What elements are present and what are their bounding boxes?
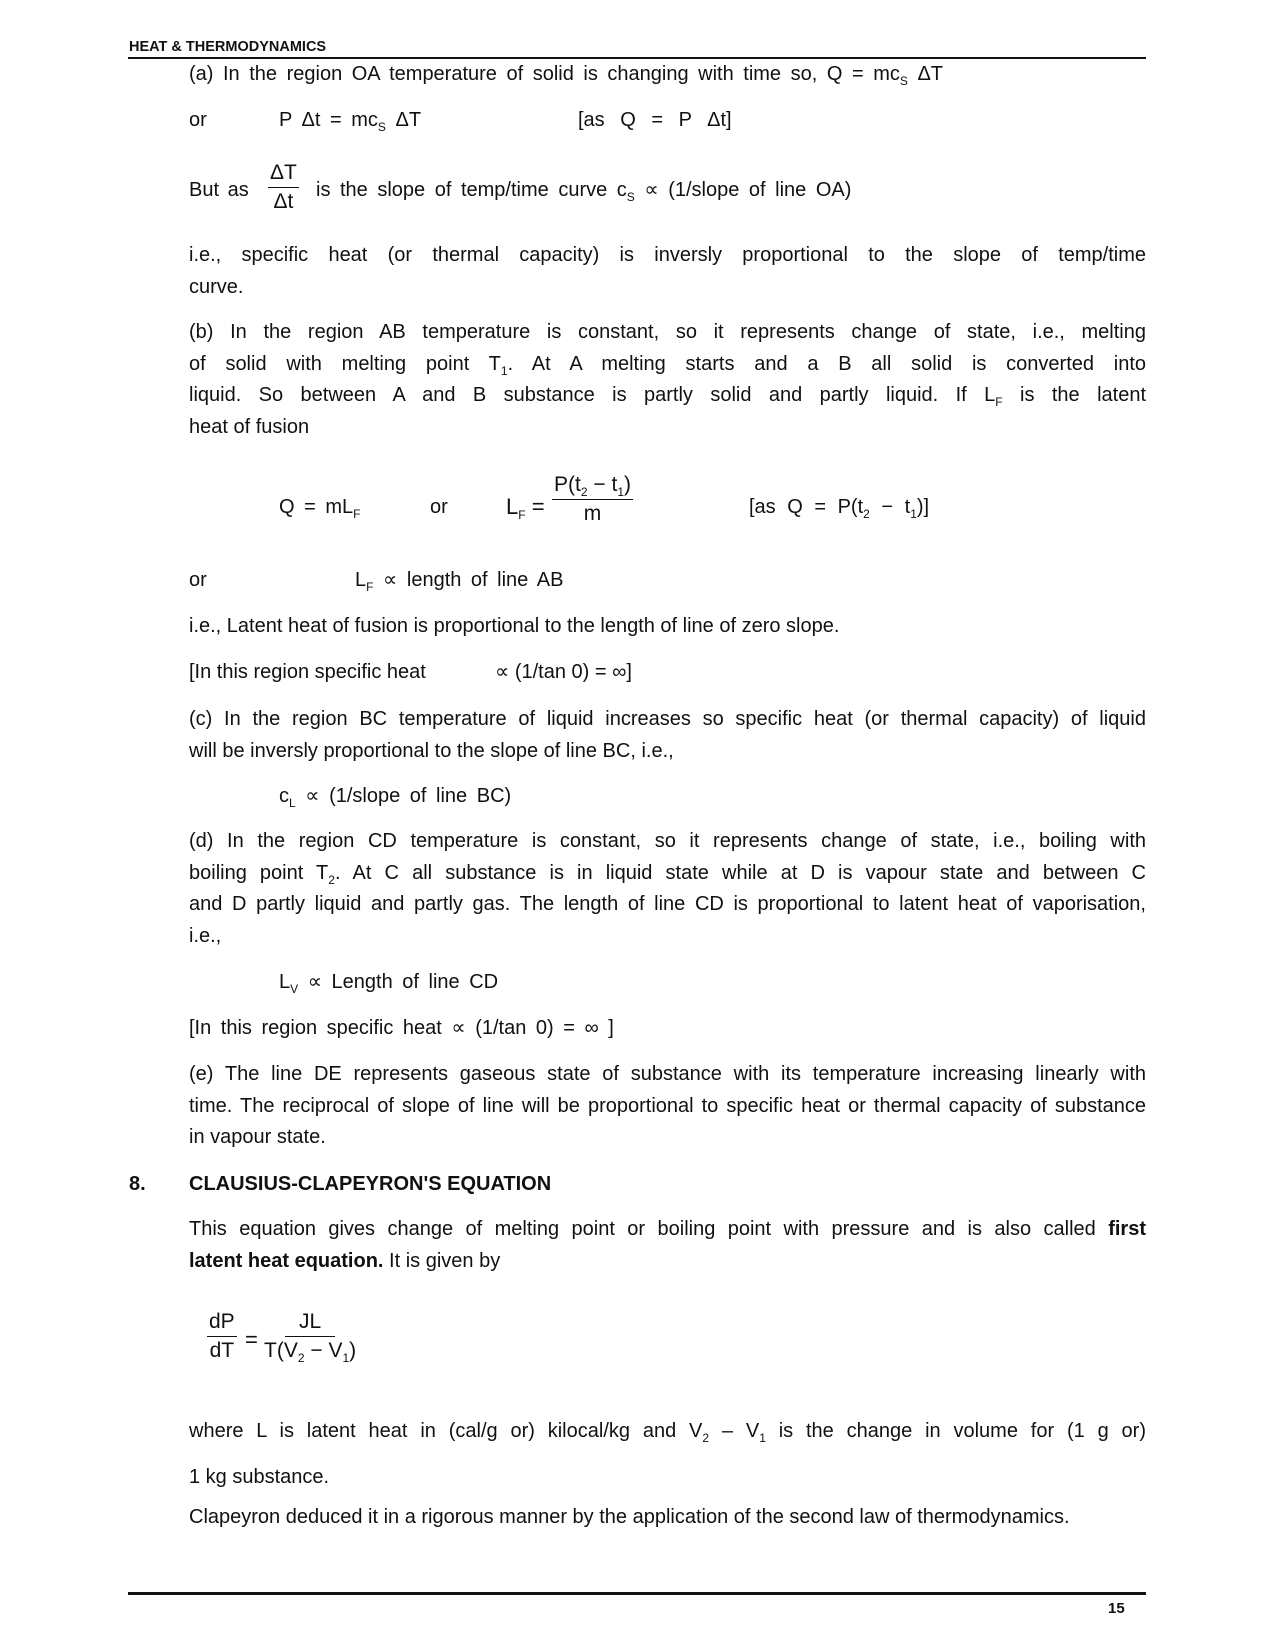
page-number: 15: [1108, 1600, 1125, 1617]
paragraph-line: curve.: [189, 275, 244, 298]
text: L: [279, 971, 291, 993]
paragraph-line: heat of fusion: [189, 415, 310, 438]
part-a-line1-end: ΔT: [917, 63, 944, 85]
lv-proportional: [279, 971, 499, 996]
part-e-paragraph: [189, 1059, 1146, 1154]
part-d-paragraph: [189, 826, 1146, 952]
paragraph-line: [189, 1246, 1146, 1278]
text: − t: [869, 496, 911, 518]
bracket-note-cd: [In this region specific heat ∝ (1/tan 0) = ∞ ]: [189, 1017, 614, 1039]
paragraph-line: (c) In the region BC temperature of liquid increases so specific heat (or thermal capacity) of liquid: [189, 708, 1146, 730]
text: c: [279, 785, 289, 807]
bold-term: first: [1108, 1218, 1146, 1240]
slope-text: is the slope of temp/time curve c: [316, 179, 627, 201]
bracket-note: [In this region specific heat: [189, 661, 426, 683]
text: where L is latent heat in (cal/g or) kilocal/kg and V: [189, 1420, 703, 1442]
eq-left: P Δt = mc: [279, 109, 378, 131]
slope-statement: [316, 179, 852, 204]
eq-text: L: [506, 494, 519, 519]
equation-note: [as Q = P Δt]: [578, 109, 732, 131]
text: boiling point T: [189, 861, 329, 884]
text: ): [349, 1339, 357, 1362]
subscript: 1: [910, 507, 917, 521]
part-a-line1: [189, 63, 944, 88]
text: ): [624, 473, 631, 496]
paragraph-line: and D partly liquid and partly gas. The length of line CD is proportional to latent heat of vaporisation,: [189, 893, 1146, 915]
clapeyron-statement: Clapeyron deduced it in a rigorous manner by the application of the second law of thermodynamics.: [189, 1506, 1070, 1528]
section8-intro: [189, 1214, 1146, 1277]
or-label: or: [430, 496, 448, 518]
paragraph-line: i.e., specific heat (or thermal capacity) is inversly proportional to the slope of temp/time: [189, 244, 1146, 266]
text: )]: [916, 496, 930, 518]
paragraph-line: (d) In the region CD temperature is constant, so it represents change of state, i.e., boiling with: [189, 830, 1146, 852]
subscript: F: [353, 507, 361, 521]
subscript: 1: [500, 363, 508, 378]
text: . At A melting starts and a B all solid is converted into: [507, 352, 1147, 375]
eq-right: ΔT: [395, 109, 422, 131]
text: . At C all substance is in liquid state while at D is vapour state and between C: [334, 861, 1146, 884]
equals-sign: =: [245, 1327, 258, 1352]
lf-label: $L_F$ =: [506, 494, 545, 522]
fraction-numerator: [552, 474, 633, 500]
paragraph-line: 1 kg substance.: [189, 1466, 330, 1488]
equation-q-mlf: [279, 496, 361, 521]
paragraph-line: [189, 380, 1146, 412]
or-label: or: [189, 569, 207, 591]
or-label: or: [189, 109, 207, 131]
text: is the change in volume for (1 g or): [765, 1420, 1146, 1442]
subscript: 2: [702, 1431, 710, 1445]
text: ∝ (1/slope of line BC): [305, 785, 512, 807]
paragraph-line: i.e.,: [189, 924, 222, 947]
fraction-denominator: Δt: [273, 190, 294, 213]
footer-rule: [128, 1592, 1146, 1595]
slope-end: ∝ (1/slope of line OA): [644, 179, 852, 201]
eq-text: Q = mL: [279, 496, 354, 518]
section-number: 8.: [129, 1173, 146, 1195]
running-header: HEAT & THERMODYNAMICS: [129, 39, 327, 55]
subscript: 2: [328, 872, 335, 887]
text: − t: [587, 473, 618, 496]
subscript: S: [626, 190, 635, 204]
text: – V: [709, 1420, 760, 1442]
fraction-numerator: ΔT: [268, 162, 299, 188]
subscript: 2: [863, 507, 870, 521]
subscript: S: [899, 74, 908, 88]
dp-dt-fraction: [207, 1311, 237, 1362]
subscript: F: [366, 580, 374, 594]
text: T(V: [264, 1339, 298, 1362]
subscript: 1: [759, 1431, 766, 1445]
paragraph-line: will be inversly proportional to the slope of line BC, i.e.,: [189, 739, 674, 762]
paragraph-line: [189, 349, 1146, 381]
subscript: L: [289, 796, 296, 810]
part-a-line1-text: (a) In the region OA temperature of solid is changing with time so, Q = mc: [189, 63, 900, 85]
equation-note: [749, 496, 930, 521]
text: [as Q = P(t: [749, 496, 864, 518]
subscript: 1: [342, 1351, 350, 1365]
header-rule: [128, 57, 1146, 59]
paragraph-line: (e) The line DE represents gaseous state of substance with its temperature increasing linearly with: [189, 1063, 1146, 1085]
but-as-label: But as: [189, 179, 249, 201]
section-title: CLAUSIUS-CLAPEYRON'S EQUATION: [189, 1173, 552, 1195]
fraction-denominator: m: [583, 502, 602, 525]
delta-fraction: [268, 162, 299, 213]
fraction-numerator: dP: [207, 1311, 237, 1337]
ie-zero-slope: i.e., Latent heat of fusion is proportional to the length of line of zero slope.: [189, 615, 840, 637]
text: liquid. So between A and B substance is partly solid and partly liquid. If L: [189, 384, 996, 406]
part-b-paragraph: [189, 317, 1146, 443]
subscript: S: [377, 120, 386, 134]
text: is the latent: [1020, 384, 1146, 406]
fraction-denominator: [264, 1337, 357, 1365]
paragraph-line: in vapour state.: [189, 1126, 326, 1148]
part-c-paragraph: [189, 704, 1146, 767]
text: L: [355, 569, 367, 591]
lf-proportional: [355, 569, 564, 594]
clapeyron-rhs-fraction: [264, 1310, 357, 1365]
text: of solid with melting point T: [189, 352, 501, 375]
subscript: 1: [617, 485, 624, 499]
part-a-conclusion: [189, 240, 1146, 303]
paragraph-line: [189, 858, 1146, 890]
paragraph-line: (b) In the region AB temperature is constant, so it represents change of state, i.e., melting: [189, 321, 1146, 343]
text: It is given by: [389, 1249, 501, 1272]
bold-term: latent heat equation.: [189, 1249, 384, 1272]
subscript: F: [518, 508, 526, 522]
paragraph-line: [189, 1408, 1146, 1454]
where-paragraph: [189, 1408, 1146, 1500]
text: ∝ Length of line CD: [307, 971, 499, 993]
subscript: 2: [297, 1351, 305, 1365]
paragraph-line: [189, 1214, 1146, 1246]
text: − V: [304, 1339, 343, 1362]
fraction-numerator: JL: [285, 1311, 335, 1337]
subscript: F: [995, 395, 1003, 409]
text: ∝ length of line AB: [383, 569, 564, 591]
bracket-value: ∝ (1/tan 0) = ∞]: [495, 661, 632, 683]
text: P(t: [554, 473, 581, 496]
paragraph-line: time. The reciprocal of slope of line will be proportional to specific heat or thermal capacity of substance: [189, 1094, 1146, 1117]
equation-power: [279, 109, 422, 134]
subscript: V: [290, 982, 299, 996]
text: This equation gives change of melting point or boiling point with pressure and is also called: [189, 1218, 1096, 1240]
cl-proportional: [279, 785, 512, 810]
fraction-denominator: dT: [209, 1339, 235, 1362]
latent-heat-fraction: [552, 474, 633, 525]
subscript: 2: [580, 485, 588, 499]
